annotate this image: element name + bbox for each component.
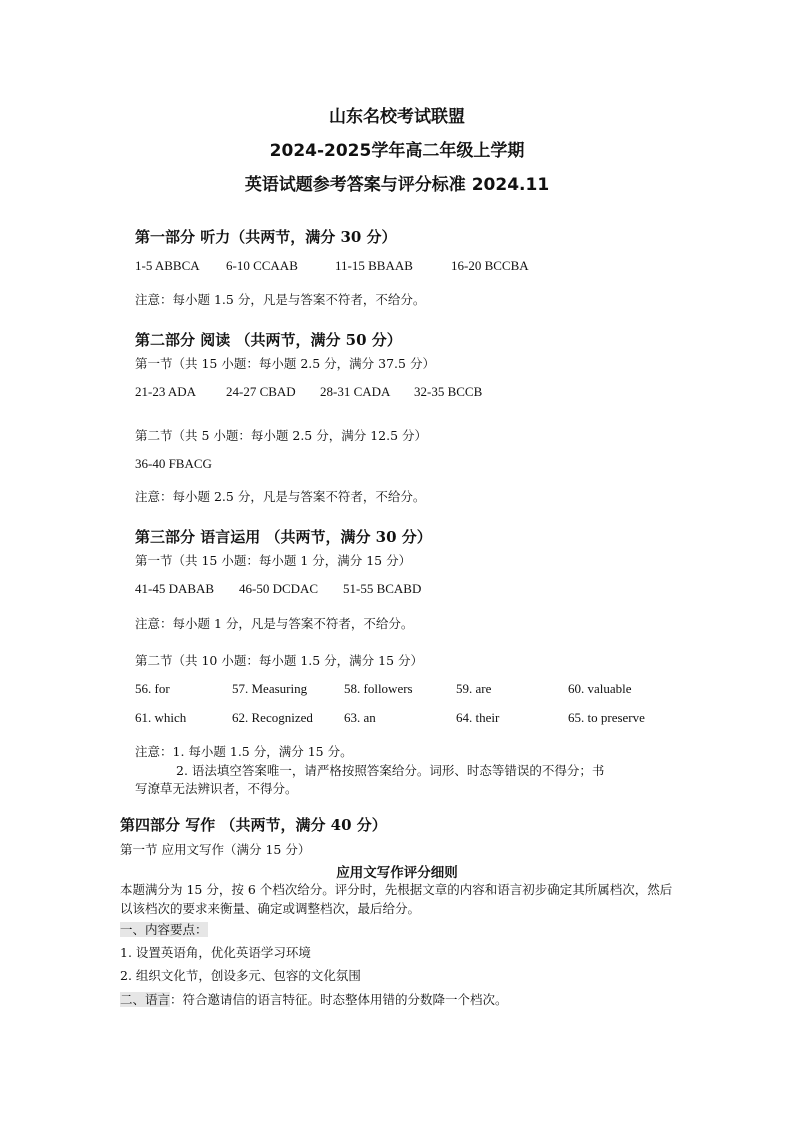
part3-section1-title: 第一节（共 15 小题：每小题 1 分，满分 15 分） <box>135 553 412 568</box>
part2-note: 注意：每小题 2.5 分，凡是与答案不符者，不给分。 <box>135 489 426 504</box>
grammar-answer-59: 59. are <box>456 681 492 696</box>
grammar-answer-58: 58. followers <box>344 681 413 696</box>
content-point-2: 2. 组织文化节，创设多元、包容的文化氛围 <box>120 968 361 983</box>
part2-answer-3: 28-31 CADA <box>320 384 391 399</box>
part3-answer-2: 46-50 DCDAC <box>239 581 319 596</box>
part1-answer-1: 1-5 ABBCA <box>135 258 200 273</box>
part1-answer-2: 6-10 CCAAB <box>226 258 298 273</box>
rubric-title: 应用文写作评分细则 <box>336 865 458 881</box>
part2-answer-4: 32-35 BCCB <box>414 384 483 399</box>
grammar-answer-63: 63. an <box>344 710 376 725</box>
part1-answer-3: 11-15 BBAAB <box>335 258 413 273</box>
part3-answer-3: 51-55 BCABD <box>343 581 422 596</box>
part1-answer-4: 16-20 BCCBA <box>451 258 529 273</box>
part3-section1-note: 注意：每小题 1 分，凡是与答案不符者，不给分。 <box>135 616 414 631</box>
language-text: ：符合邀请信的语言特征。时态整体用错的分数降一个档次。 <box>170 992 508 1007</box>
part4-section1-title: 第一节 应用文写作（满分 15 分） <box>120 842 311 857</box>
academic-year-title: 2024-2025学年高二年级上学期 <box>269 141 525 161</box>
part2-heading: 第二部分 阅读 （共两节，满分 50 分） <box>135 331 402 349</box>
language-requirement <box>120 990 508 1008</box>
part1-heading: 第一部分 听力（共两节，满分 30 分） <box>135 228 397 246</box>
part3-heading: 第三部分 语言运用 （共两节，满分 30 分） <box>135 528 432 546</box>
part2-answer-2: 24-27 CBAD <box>226 384 296 399</box>
grammar-answer-56: 56. for <box>135 681 170 696</box>
part1-note: 注意：每小题 1.5 分，凡是与答案不符者，不给分。 <box>135 292 426 307</box>
part2-section2-title: 第二节（共 5 小题：每小题 2.5 分，满分 12.5 分） <box>135 428 428 443</box>
grammar-answer-57: 57. Measuring <box>232 681 308 696</box>
language-label: 二、语言 <box>120 992 171 1007</box>
part3-answer-1: 41-45 DABAB <box>135 581 215 596</box>
part3-note-1: 注意：1. 每小题 1.5 分，满分 15 分。 <box>135 744 353 759</box>
part3-note-3: 写潦草无法辨识者，不得分。 <box>135 781 298 796</box>
grammar-answer-61: 61. which <box>135 710 187 725</box>
part2-section1-title: 第一节（共 15 小题：每小题 2.5 分，满分 37.5 分） <box>135 356 435 371</box>
grammar-answer-65: 65. to preserve <box>568 710 645 725</box>
content-points-label <box>120 920 208 938</box>
part3-note-2: 2. 语法填空答案唯一，请严格按照答案给分。词形、时态等错误的不得分；书 <box>176 763 605 778</box>
rubric-paragraph: 本题满分为 15 分，按 6 个档次给分。评分时，先根据文章的内容和语言初步确定其所属档次，然后以该档次的要求来衡量、确定或调整档次，最后给分。 <box>120 882 673 916</box>
grammar-answer-62: 62. Recognized <box>232 710 313 725</box>
part3-section2-title: 第二节（共 10 小题：每小题 1.5 分，满分 15 分） <box>135 653 424 668</box>
part2-answer-1: 21-23 ADA <box>135 384 197 399</box>
part4-heading: 第四部分 写作 （共两节，满分 40 分） <box>120 816 387 834</box>
part2-section2-answer: 36-40 FBACG <box>135 456 212 471</box>
school-alliance-title: 山东名校考试联盟 <box>329 107 465 127</box>
content-points-label-text: 一、内容要点： <box>120 922 208 937</box>
grammar-answer-60: 60. valuable <box>568 681 632 696</box>
grammar-answer-64: 64. their <box>456 710 500 725</box>
content-point-1: 1. 设置英语角，优化英语学习环境 <box>120 945 311 960</box>
answer-key-title: 英语试题参考答案与评分标准 2024.11 <box>244 175 550 195</box>
